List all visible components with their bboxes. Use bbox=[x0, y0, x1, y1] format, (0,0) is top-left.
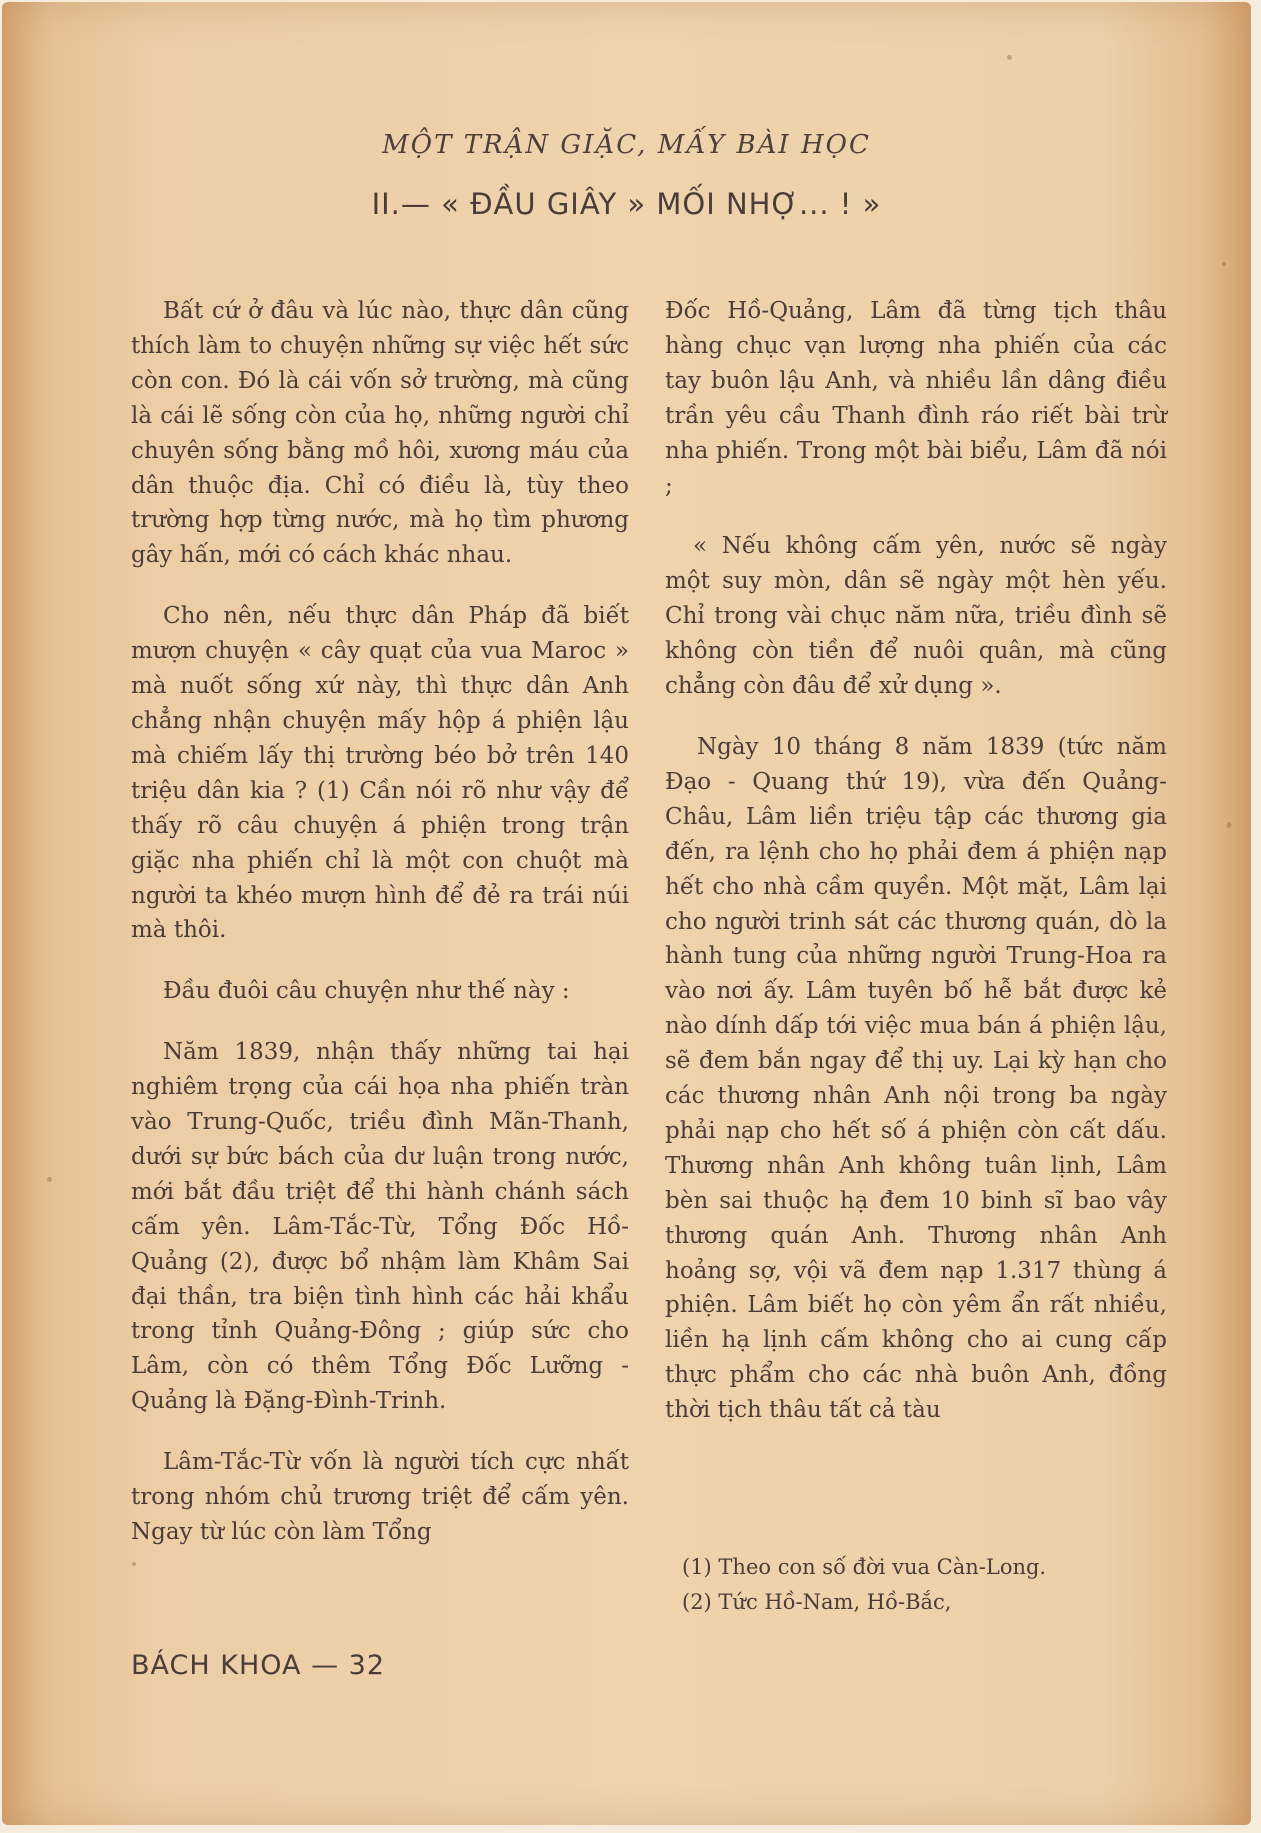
paragraph: Ngày 10 tháng 8 năm 1839 (tức năm Đạo - Quang thứ 19), vừa đến Quảng-Châu, Lâm liền triệu tập các thương gia đến, ra lệnh cho họ phải đem á phiện nạp hết cho nhà cầm quyền. Một mặt, Lâm lại cho người trinh sát các thương quán, dò la hành tung của những người Trung-Hoa ra vào nơi ấy. Lâm tuyên bố hễ bắt được kẻ nào dính dấp tới việc mua bán á phiện lậu, sẽ đem bắn ngay để thị uy. Lại kỳ hạn cho các thương nhân Anh nội trong ba ngày phải nạp cho hết số á phiện còn cất dấu. Thương nhân Anh không tuân lịnh, Lâm bèn sai thuộc hạ đem 10 binh sĩ bao vây thương quán Anh. Thương nhân Anh hoảng sợ, vội vã đem nạp 1.317 thùng á phiện. Lâm biết họ còn yêm ẩn rất nhiều, liền hạ lịnh cấm không cho ai cung cấp thực phẩm cho các nhà buôn Anh, đồng thời tịch thâu tất cả tàu bbox=[665, 733, 1167, 1424]
paper-speck bbox=[132, 1562, 136, 1566]
running-head: MỘT TRẬN GIẶC, MẤY BÀI HỌC bbox=[382, 130, 871, 160]
quote-paragraph: « Nếu không cấm yên, nước sẽ ngày một suy mòn, dân sẽ ngày một hèn yếu. Chỉ trong vài chục năm nữa, triều đình sẽ không còn tiền để nuôi quân, mà cũng chẳng còn đâu để xử dụng ». bbox=[665, 533, 1167, 700]
paragraph: Lâm-Tắc-Từ vốn là người tích cực nhất trong nhóm chủ trương triệt để cấm yên. Ngay từ lúc còn làm Tổng bbox=[131, 1449, 629, 1545]
page-footer: BÁCH KHOA — 32 bbox=[131, 1650, 386, 1681]
paper-speck bbox=[1227, 822, 1231, 828]
footnote: (2) Tức Hồ-Nam, Hồ-Bắc, bbox=[682, 1590, 952, 1614]
scanned-page bbox=[2, 2, 1251, 1825]
footnote: (1) Theo con số đời vua Càn-Long. bbox=[682, 1555, 1047, 1579]
paper-speck bbox=[1007, 55, 1012, 60]
right-column bbox=[665, 294, 1167, 1428]
footnotes bbox=[682, 1550, 1167, 1620]
left-column bbox=[131, 294, 629, 1550]
paragraph: Đầu đuôi câu chuyện như thế này : bbox=[163, 978, 570, 1005]
paper-speck bbox=[1222, 262, 1226, 266]
paragraph: Năm 1839, nhận thấy những tai hại nghiêm trọng của cái họa nha phiến tràn vào Trung-Quốc, triều đình Mãn-Thanh, dưới sự bức bách của dư luận trong nước, mới bắt đầu triệt để thi hành chánh sách cấm yên. Lâm-Tắc-Từ, Tổng Đốc Hồ-Quảng (2), được bổ nhậm làm Khâm Sai đại thần, tra biện tình hình các hải khẩu trong tỉnh Quảng-Đông ; giúp sức cho Lâm, còn có thêm Tổng Đốc Lưỡng - Quảng là Đặng-Đình-Trinh. bbox=[131, 1039, 629, 1415]
paper-speck bbox=[47, 1177, 52, 1182]
paragraph: Cho nên, nếu thực dân Pháp đã biết mượn chuyện « cây quạt của vua Maroc » mà nuốt sống xứ này, thì thực dân Anh chẳng nhận chuyện mấy hộp á phiện lậu mà chiếm lấy thị trường béo bở trên 140 triệu dân kia ? (1) Cần nói rõ như vậy để thấy rõ câu chuyện á phiện trong trận giặc nha phiến chỉ là một con chuột mà người ta khéo mượn hình để đẻ ra trái núi mà thôi. bbox=[131, 603, 629, 944]
paragraph: Đốc Hồ-Quảng, Lâm đã từng tịch thâu hàng chục vạn lượng nha phiến của các tay buôn lậu Anh, và nhiều lần dâng điều trần yêu cầu Thanh đình ráo riết bài trừ nha phiến. Trong một bài biểu, Lâm đã nói ; bbox=[665, 298, 1167, 499]
section-title: II.— « ĐẦU GIÂY » MỐI NHỢ... ! » bbox=[371, 187, 882, 221]
paragraph: Bất cứ ở đâu và lúc nào, thực dân cũng thích làm to chuyện những sự việc hết sức còn con. Đó là cái vốn sở trường, mà cũng là cái lẽ sống còn của họ, những người chỉ chuyên sống bằng mồ hôi, xương máu của dân thuộc địa. Chỉ có điều là, tùy theo trường hợp từng nước, mà họ tìm phương gây hấn, mới có cách khác nhau. bbox=[131, 298, 629, 569]
